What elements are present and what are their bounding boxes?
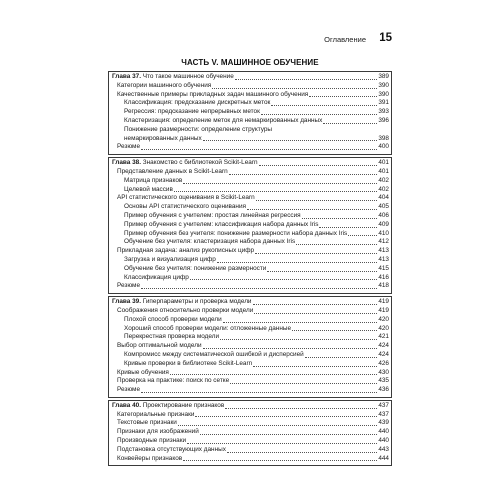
toc-section[interactable] bbox=[112, 91, 389, 100]
leader-dots bbox=[261, 113, 377, 115]
leader-dots bbox=[292, 329, 377, 331]
entry-page: 412 bbox=[378, 238, 389, 246]
chapter-title: Что такое машинное обучение bbox=[142, 73, 234, 80]
chapter-title: Знакомство с библиотекой Scikit-Learn bbox=[142, 159, 258, 167]
entry-page: 440 bbox=[378, 437, 389, 445]
toc-section[interactable] bbox=[112, 342, 389, 351]
chapter-title: Гиперпараметры и проверка модели bbox=[142, 298, 252, 306]
toc-subsection[interactable] bbox=[112, 360, 389, 369]
entry-title: Пример обучения с учителем: простая линейная регрессия bbox=[124, 211, 301, 219]
leader-dots bbox=[296, 243, 377, 245]
entry-title: Качественные примеры прикладных задач машинного обучения bbox=[117, 90, 309, 98]
toc-subsection[interactable] bbox=[112, 265, 389, 274]
entry-page: 439 bbox=[378, 419, 389, 427]
toc-section[interactable] bbox=[112, 419, 389, 428]
toc-subsection[interactable] bbox=[112, 203, 389, 212]
entry-page: 402 bbox=[378, 176, 389, 184]
entry-title: Резюме bbox=[117, 143, 140, 151]
entry-title: Матрица признаков bbox=[124, 176, 183, 184]
leader-dots bbox=[223, 321, 377, 323]
entry-page: 390 bbox=[378, 81, 389, 89]
toc-section[interactable] bbox=[112, 428, 389, 437]
entry-title: Проверка на практике: поиск по сетке bbox=[117, 377, 230, 385]
running-title: Оглавление bbox=[324, 35, 366, 44]
toc-section[interactable] bbox=[112, 437, 389, 446]
entry-page: 430 bbox=[378, 368, 389, 376]
leader-dots bbox=[203, 139, 377, 141]
chapter-block bbox=[108, 157, 392, 294]
entry-page: 396 bbox=[378, 116, 389, 124]
leader-dots bbox=[254, 312, 377, 314]
entry-title: Компромисс между систематической ошибкой и дисперсией bbox=[124, 350, 304, 358]
toc-section[interactable] bbox=[112, 377, 389, 386]
chapter-number: Глава 38. bbox=[112, 159, 141, 167]
entry-page: 410 bbox=[378, 229, 389, 237]
toc-subsection[interactable] bbox=[112, 351, 389, 360]
page-number: 15 bbox=[379, 32, 392, 44]
entry-title: Основы API статистического оценивания bbox=[124, 203, 246, 211]
entry-title: Текстовые признаки bbox=[117, 419, 177, 427]
toc-subsection[interactable] bbox=[112, 221, 389, 230]
leader-dots bbox=[255, 252, 377, 254]
entry-page: 437 bbox=[378, 410, 389, 418]
entry-page: 401 bbox=[378, 167, 389, 175]
chapter-heading[interactable] bbox=[112, 73, 389, 82]
entry-title: Обучение без учителя: кластеризация набора данных Iris bbox=[124, 238, 296, 246]
toc-section[interactable] bbox=[112, 369, 389, 378]
toc-section[interactable] bbox=[112, 194, 389, 203]
entry-title: Загрузка и визуализация цифр bbox=[124, 255, 216, 263]
entry-title: Пример обучения с учителем: классификация набора данных Iris bbox=[124, 220, 319, 228]
entry-page: 420 bbox=[378, 324, 389, 332]
leader-dots bbox=[230, 382, 377, 384]
leader-dots bbox=[212, 87, 377, 89]
leader-dots bbox=[187, 442, 377, 444]
leader-dots bbox=[271, 104, 377, 106]
toc-section[interactable] bbox=[112, 386, 389, 395]
leader-dots bbox=[203, 347, 377, 349]
leader-dots bbox=[141, 287, 377, 289]
entry-page: 443 bbox=[378, 445, 389, 453]
toc-subsection[interactable] bbox=[112, 135, 389, 144]
toc-subsection[interactable] bbox=[112, 316, 389, 325]
entry-page: 405 bbox=[378, 203, 389, 211]
running-head bbox=[108, 32, 392, 48]
entry-page: 444 bbox=[378, 454, 389, 462]
entry-page: 440 bbox=[378, 428, 389, 436]
entry-title: Классификация: предсказание дискретных меток bbox=[124, 99, 271, 107]
toc-section[interactable] bbox=[112, 411, 389, 420]
entry-title: Резюме bbox=[117, 386, 140, 394]
entry-page: 393 bbox=[378, 108, 389, 116]
leader-dots bbox=[170, 373, 377, 375]
leader-dots bbox=[253, 365, 377, 367]
chapter-heading[interactable] bbox=[112, 402, 389, 411]
entry-page: 416 bbox=[378, 273, 389, 281]
entry-title: Представление данных в Scikit-Learn bbox=[117, 167, 228, 175]
toc-subsection[interactable] bbox=[112, 99, 389, 108]
entry-page: 390 bbox=[378, 90, 389, 98]
leader-dots bbox=[141, 148, 377, 150]
entry-page: 398 bbox=[378, 134, 389, 142]
table-of-contents bbox=[108, 71, 392, 468]
entry-title: Кривые проверки в библиотеке Scikit-Learn bbox=[124, 359, 253, 367]
chapter-block bbox=[108, 71, 392, 155]
leader-dots bbox=[253, 303, 377, 305]
toc-section[interactable] bbox=[112, 455, 389, 464]
toc-section[interactable] bbox=[112, 247, 389, 256]
entry-title: Обучение без учителя: понижение размерности bbox=[124, 264, 267, 272]
toc-section[interactable] bbox=[112, 446, 389, 455]
chapter-page: 419 bbox=[378, 298, 389, 306]
leader-dots bbox=[235, 78, 377, 80]
leader-dots bbox=[302, 217, 377, 219]
chapter-title: Проектирование признаков bbox=[142, 401, 225, 409]
leader-dots bbox=[178, 424, 377, 426]
entry-page: 436 bbox=[378, 386, 389, 394]
entry-title: Выбор оптимальной модели bbox=[117, 342, 202, 350]
chapter-heading[interactable] bbox=[112, 159, 389, 168]
chapter-block bbox=[108, 296, 392, 398]
entry-title: Классификация цифр bbox=[124, 273, 189, 281]
toc-subsection[interactable] bbox=[112, 274, 389, 283]
entry-title: Регрессия: предсказание непрерывных меток bbox=[124, 108, 260, 116]
leader-dots bbox=[323, 122, 377, 124]
entry-title: Производные признаки bbox=[117, 437, 187, 445]
entry-page: 409 bbox=[378, 220, 389, 228]
toc-subsection[interactable] bbox=[112, 186, 389, 195]
toc-subsection[interactable] bbox=[112, 177, 389, 186]
entry-title: Резюме bbox=[117, 282, 140, 290]
entry-title: Категориальные признаки bbox=[117, 410, 195, 418]
entry-title: Категории машинного обучения bbox=[117, 81, 212, 89]
entry-title: Целевой массив bbox=[124, 185, 173, 193]
entry-title: Прикладная задача: анализ рукописных цифр bbox=[117, 247, 255, 255]
entry-page: 426 bbox=[378, 359, 389, 367]
leader-dots bbox=[183, 459, 377, 461]
entry-title: Подстановка отсутствующих данных bbox=[117, 445, 226, 453]
entry-page: 424 bbox=[378, 350, 389, 358]
leader-dots bbox=[348, 234, 377, 236]
chapter-page: 401 bbox=[378, 159, 389, 167]
leader-dots bbox=[267, 270, 377, 272]
entry-title: Хороший способ проверки модели: отложенные данные bbox=[124, 324, 292, 332]
chapter-number: Глава 40. bbox=[112, 401, 141, 409]
leader-dots bbox=[225, 407, 377, 409]
entry-page: 404 bbox=[378, 194, 389, 202]
entry-page: 435 bbox=[378, 377, 389, 385]
entry-title: Кривые обучения bbox=[117, 368, 169, 376]
chapter-block bbox=[108, 400, 392, 467]
leader-dots bbox=[319, 226, 377, 228]
entry-page: 421 bbox=[378, 333, 389, 341]
entry-page: 400 bbox=[378, 143, 389, 151]
leader-dots bbox=[220, 338, 377, 340]
leader-dots bbox=[229, 173, 377, 175]
entry-page: 419 bbox=[378, 306, 389, 314]
chapter-page: 437 bbox=[378, 401, 389, 409]
entry-title: Перекрестная проверка модели bbox=[124, 333, 220, 341]
entry-page: 418 bbox=[378, 282, 389, 290]
entry-page: 413 bbox=[378, 255, 389, 263]
leader-dots bbox=[190, 278, 377, 280]
chapter-heading[interactable] bbox=[112, 298, 389, 307]
entry-page: 413 bbox=[378, 247, 389, 255]
toc-section[interactable] bbox=[112, 143, 389, 152]
part-title: ЧАСТЬ V. МАШИННОЕ ОБУЧЕНИЕ bbox=[181, 58, 319, 67]
toc-subsection[interactable] bbox=[112, 333, 389, 342]
leader-dots bbox=[200, 433, 377, 435]
leader-dots bbox=[217, 261, 377, 263]
leader-dots bbox=[183, 182, 377, 184]
leader-dots bbox=[305, 356, 377, 358]
leader-dots bbox=[259, 164, 377, 166]
entry-page: 415 bbox=[378, 264, 389, 272]
toc-section[interactable] bbox=[112, 307, 389, 316]
leader-dots bbox=[174, 190, 377, 192]
entry-title: Пример обучения без учителя: понижение размерности набора данных Iris bbox=[124, 229, 348, 237]
entry-page: 406 bbox=[378, 211, 389, 219]
leader-dots bbox=[141, 391, 377, 393]
leader-dots bbox=[309, 95, 377, 97]
entry-page: 424 bbox=[378, 342, 389, 350]
chapter-page: 389 bbox=[378, 73, 389, 80]
entry-page: 402 bbox=[378, 185, 389, 193]
toc-section[interactable] bbox=[112, 282, 389, 291]
toc-subsection[interactable] bbox=[112, 325, 389, 334]
toc-subsection[interactable] bbox=[112, 238, 389, 247]
toc-section[interactable] bbox=[112, 82, 389, 91]
entry-page: 391 bbox=[378, 99, 389, 107]
entry-title: Признаки для изображений bbox=[117, 428, 199, 436]
chapter-number: Глава 39. bbox=[112, 298, 141, 306]
entry-title: Кластеризация: определение меток для немаркированных данных bbox=[124, 116, 323, 124]
toc-subsection[interactable] bbox=[112, 212, 389, 221]
toc-subsection[interactable] bbox=[112, 108, 389, 117]
toc-subsection[interactable] bbox=[112, 117, 389, 126]
chapter-number: Глава 37. bbox=[112, 73, 141, 80]
entry-title: немаркированных данных bbox=[124, 134, 202, 142]
entry-title: Конвейеры признаков bbox=[117, 454, 183, 462]
toc-subsection[interactable] bbox=[112, 126, 389, 135]
entry-title: Соображения относительно проверки модели bbox=[117, 306, 254, 314]
entry-title: Плохой способ проверки модели bbox=[124, 315, 222, 323]
leader-dots bbox=[256, 199, 377, 201]
toc-section[interactable] bbox=[112, 168, 389, 177]
entry-title: API статистического оценивания в Scikit-Learn bbox=[117, 194, 255, 202]
entry-title: Понижение размерности: определение структуры bbox=[124, 125, 273, 133]
entry-page: 420 bbox=[378, 315, 389, 323]
leader-dots bbox=[247, 208, 377, 210]
leader-dots bbox=[195, 415, 377, 417]
leader-dots bbox=[227, 451, 377, 453]
toc-subsection[interactable] bbox=[112, 256, 389, 265]
